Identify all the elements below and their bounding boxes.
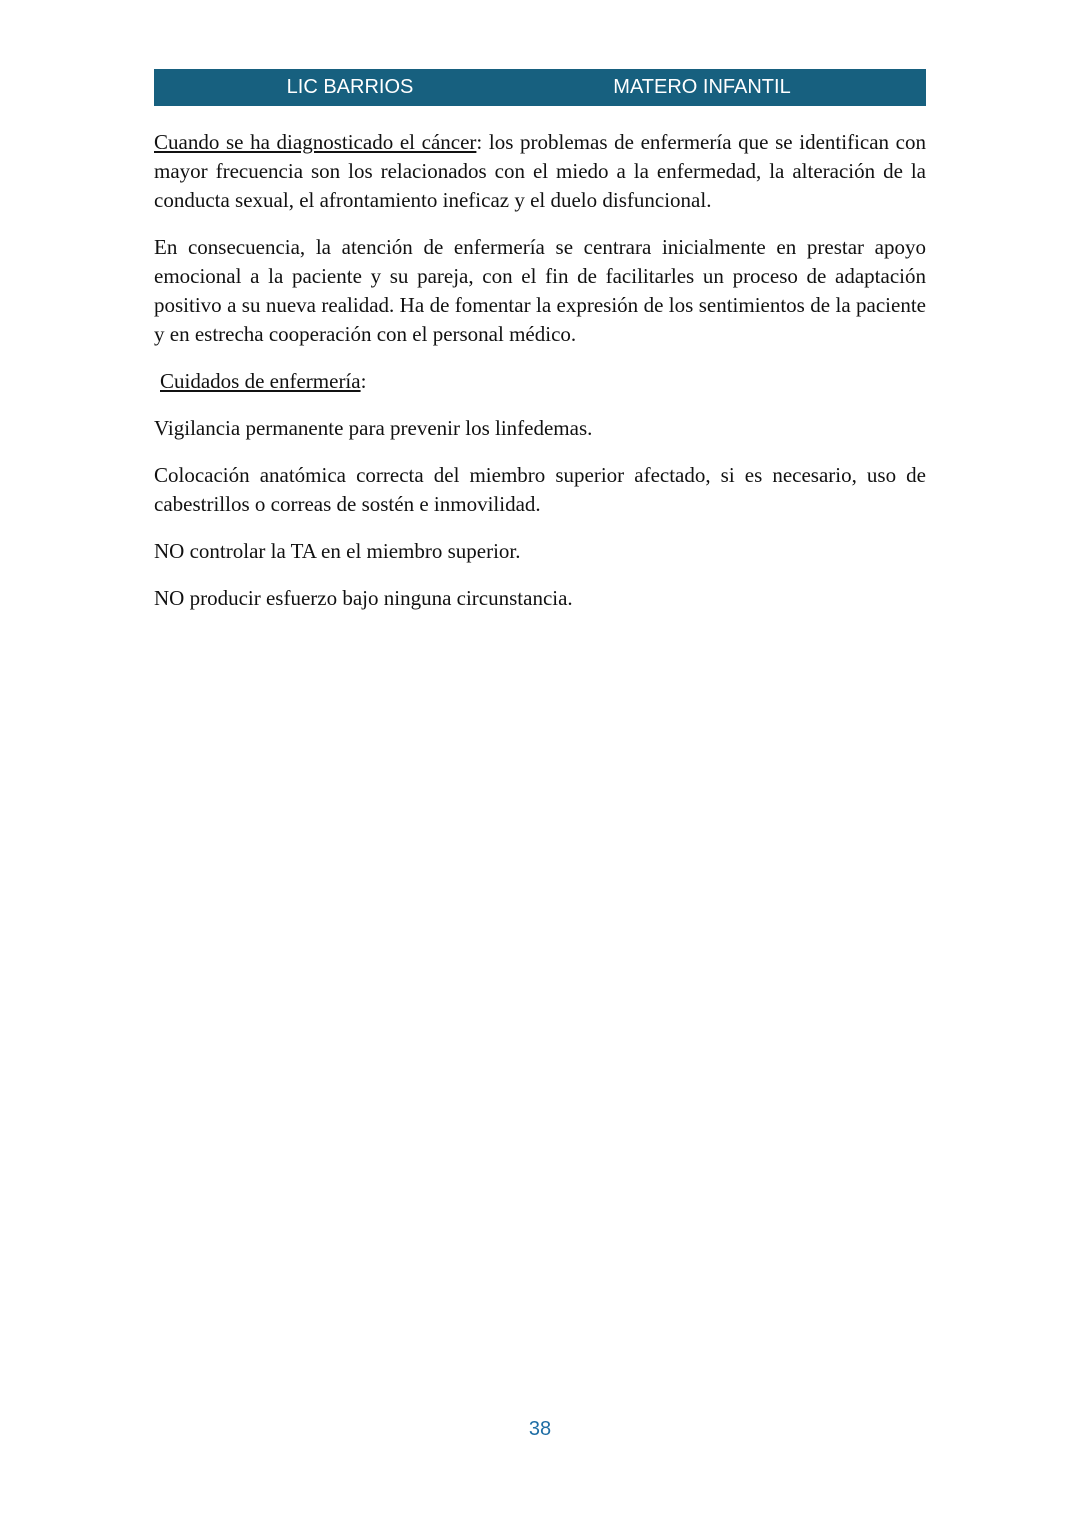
page-header xyxy=(154,69,926,106)
cuidados-heading-line xyxy=(154,367,926,396)
cuidados-heading: Cuidados de enfermería xyxy=(160,369,361,393)
document-body xyxy=(154,128,926,631)
care-item-esfuerzo: NO producir esfuerzo bajo ninguna circunstancia. xyxy=(154,586,573,610)
care-item-ta: NO controlar la TA en el miembro superior. xyxy=(154,539,521,563)
diagnosis-text: : los problemas de enfermería que se identifican con mayor frecuencia son los relacionados con el miedo a la enfermedad, la alteración de la conducta sexual, el afrontamiento ineficaz y el duelo disfuncional. xyxy=(154,130,927,212)
header-author: LIC BARRIOS xyxy=(286,76,414,98)
care-item-colocacion: Colocación anatómica correcta del miembro superior afectado, si es necesario, uso de cabestrillos o correas de sostén e inmovilidad. xyxy=(154,463,926,516)
paragraph-diagnosis xyxy=(154,128,926,215)
page-number: 38 xyxy=(528,1418,552,1440)
cuidados-colon: : xyxy=(360,369,367,393)
header-subject: MATERO INFANTIL xyxy=(613,76,791,98)
diagnosis-heading: Cuando se ha diagnosticado el cáncer xyxy=(154,130,477,154)
care-item-vigilancia: Vigilancia permanente para prevenir los linfedemas. xyxy=(154,416,593,440)
paragraph-consequence: En consecuencia, la atención de enfermería se centrara inicialmente en prestar apoyo emocional a la paciente y su pareja, con el fin de facilitarles un proceso de adaptación positivo a su nueva realidad. Ha de fomentar la expresión de los sentimientos de la paciente y en estrecha cooperación con el personal médico. xyxy=(154,235,926,346)
